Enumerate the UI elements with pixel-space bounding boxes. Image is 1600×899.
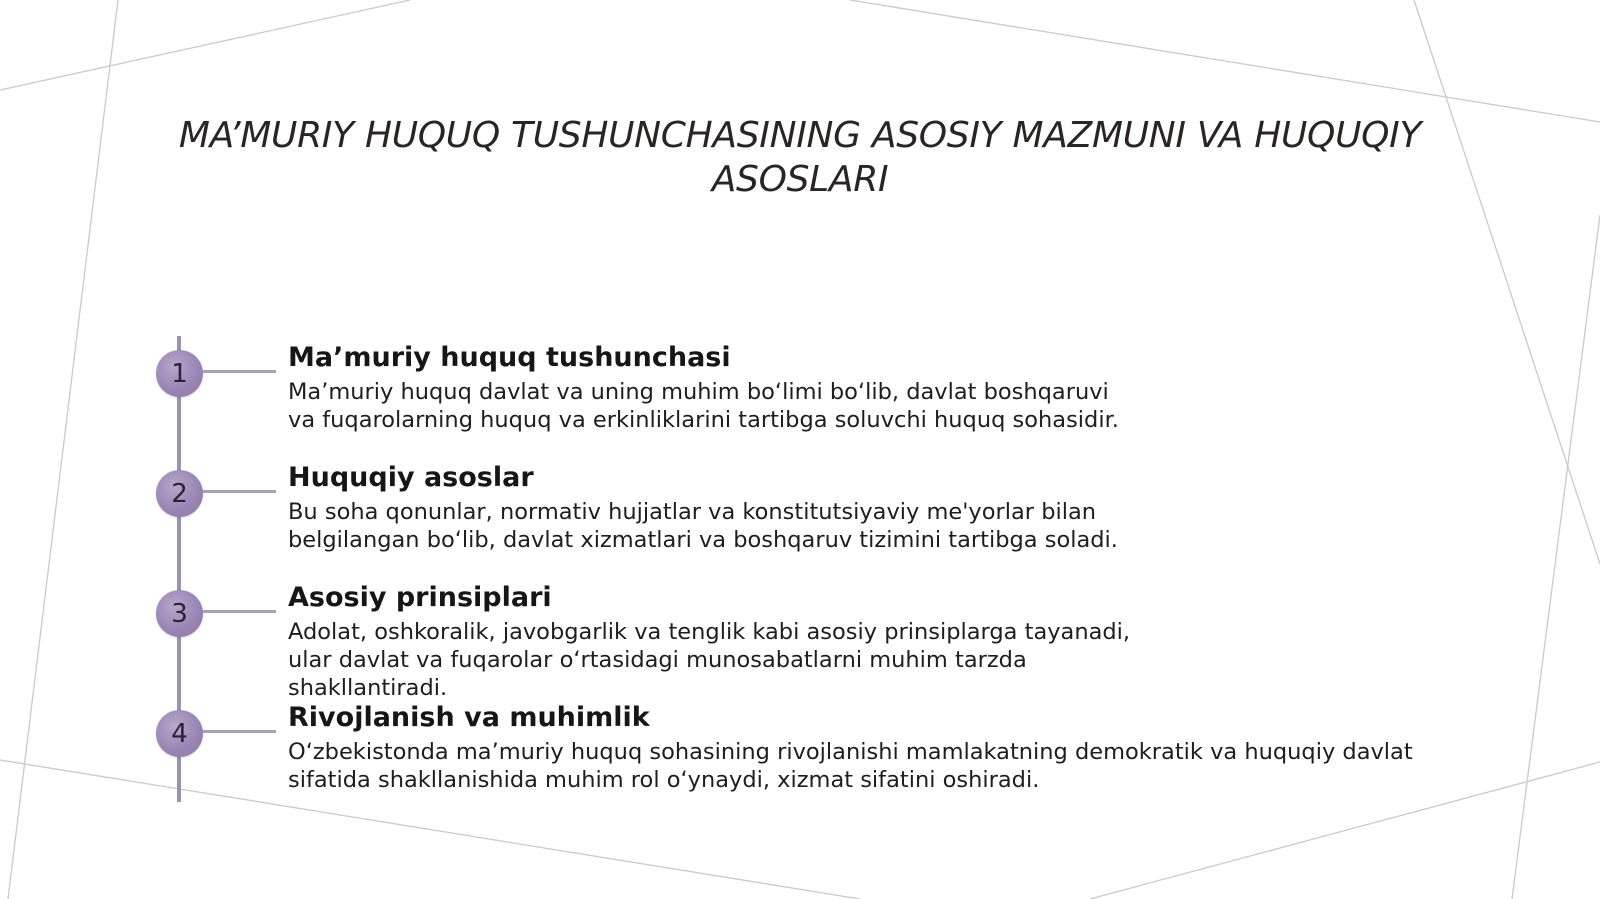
description-line: Adolat, oshkoralik, javobgarlik va tenglik kabi asosiy prinsiplarga tayanadi, xyxy=(288,619,1131,645)
step-number-badge: 4 xyxy=(156,710,203,757)
item-description xyxy=(288,378,1119,434)
step-number-badge: 2 xyxy=(156,470,203,517)
item-description xyxy=(288,738,1413,794)
step-number-badge: 1 xyxy=(156,350,203,397)
item-heading: Rivojlanish va muhimlik xyxy=(288,702,650,733)
item-heading: Asosiy prinsiplari xyxy=(288,582,552,613)
timeline-connector xyxy=(203,610,276,613)
description-line: sifatida shakllanishida muhim rol o‘ynaydi, xizmat sifatini oshiradi. xyxy=(288,767,1040,793)
slide-title: MA’MURIY HUQUQ TUSHUNCHASINING ASOSIY MAZMUNI VA HUQUQIY ASOSLARI xyxy=(178,115,1422,200)
item-description xyxy=(288,498,1118,554)
description-line: O‘zbekistonda ma’muriy huquq sohasining rivojlanishi mamlakatning demokratik va huquqiy davlat xyxy=(288,739,1413,765)
item-description xyxy=(288,618,1130,702)
timeline-connector xyxy=(203,730,276,733)
description-line: shakllantiradi. xyxy=(288,675,448,701)
description-line: va fuqarolarning huquq va erkinliklarini tartibga soluvchi huquq sohasidir. xyxy=(288,407,1119,433)
description-line: belgilangan bo‘lib, davlat xizmatlari va boshqaruv tizimini tartibga soladi. xyxy=(288,527,1118,553)
step-number-badge: 3 xyxy=(156,590,203,637)
description-line: Ma’muriy huquq davlat va uning muhim bo‘limi bo‘lib, davlat boshqaruvi xyxy=(288,379,1109,405)
item-heading: Ma’muriy huquq tushunchasi xyxy=(288,342,731,373)
description-line: Bu soha qonunlar, normativ hujjatlar va konstitutsiyaviy me'yorlar bilan xyxy=(288,499,1097,525)
timeline-connector xyxy=(203,490,276,493)
item-heading: Huquqiy asoslar xyxy=(288,462,534,493)
description-line: ular davlat va fuqarolar o‘rtasidagi munosabatlarni muhim tarzda xyxy=(288,647,1027,673)
timeline-connector xyxy=(203,370,276,373)
